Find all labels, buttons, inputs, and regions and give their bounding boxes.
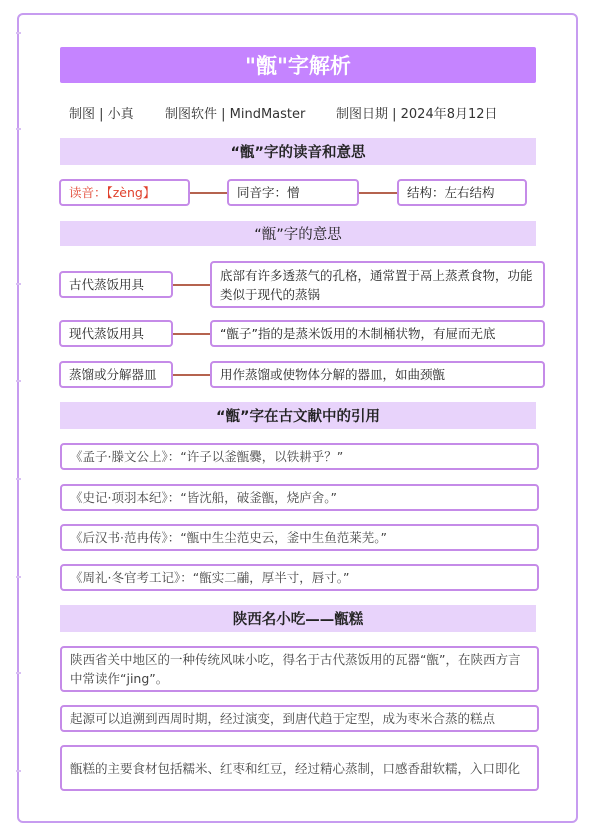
connector-line	[190, 192, 227, 194]
reading-box: 读音：【zèng】	[59, 179, 190, 206]
meta-date: 制图日期 | 2024年8月12日	[336, 107, 498, 122]
frame-tick	[16, 478, 21, 480]
meta-software: 制图软件 | MindMaster	[165, 107, 306, 122]
citation-item: 《周礼·冬官考工记》：“甑实二鬴，厚半寸，唇寸。”	[60, 564, 539, 591]
connector-line	[173, 333, 210, 335]
structure-box: 结构：左右结构	[397, 179, 527, 206]
citation-item: 《后汉书·范冉传》：“甑中生尘范史云，釜中生鱼范莱芜。”	[60, 524, 539, 551]
meaning-term: 现代蒸饭用具	[59, 320, 173, 347]
frame-tick	[16, 32, 21, 34]
section-heading-citations: “甑”字在古文献中的引用	[60, 402, 536, 429]
section-heading-reading: “甑”字的读音和意思	[60, 138, 536, 165]
meta-author: 制图 | 小真	[69, 107, 134, 122]
section-heading-meaning: “甑”字的意思	[60, 221, 536, 246]
frame-tick	[16, 128, 21, 130]
connector-line	[173, 284, 210, 286]
section-heading-snack: 陕西名小吃——甑糕	[60, 605, 536, 632]
homophone-box: 同音字：憎	[227, 179, 359, 206]
frame-tick	[16, 283, 21, 285]
meaning-desc: “甑子”指的是蒸米饭用的木制桶状物，有屉而无底	[210, 320, 545, 347]
connector-line	[359, 192, 397, 194]
meaning-term: 古代蒸饭用具	[59, 271, 173, 298]
main-title: "甑"字解析	[60, 47, 536, 83]
meaning-term: 蒸馏或分解器皿	[59, 361, 173, 388]
frame-tick	[16, 770, 21, 772]
frame-tick	[16, 672, 21, 674]
citation-item: 《孟子·滕文公上》：“许子以釜甑爨，以铁耕乎？”	[60, 443, 539, 470]
citation-item: 《史记·项羽本纪》：“皆沈船，破釜甑，烧庐舍。”	[60, 484, 539, 511]
frame-tick	[16, 380, 21, 382]
connector-line	[173, 374, 210, 376]
snack-paragraph: 甑糕的主要食材包括糯米、红枣和红豆，经过精心蒸制，口感香甜软糯，入口即化	[60, 745, 539, 791]
snack-paragraph: 陕西省关中地区的一种传统风味小吃，得名于古代蒸饭用的瓦器“甑”，在陕西方言中常读作“jing”。	[60, 646, 539, 692]
frame-tick	[16, 576, 21, 578]
meaning-desc: 用作蒸馏或使物体分解的器皿，如曲颈甑	[210, 361, 545, 388]
snack-paragraph: 起源可以追溯到西周时期，经过演变，到唐代趋于定型，成为枣米合蒸的糕点	[60, 705, 539, 732]
meaning-desc: 底部有许多透蒸气的孔格，通常置于鬲上蒸煮食物，功能类似于现代的蒸锅	[210, 261, 545, 308]
